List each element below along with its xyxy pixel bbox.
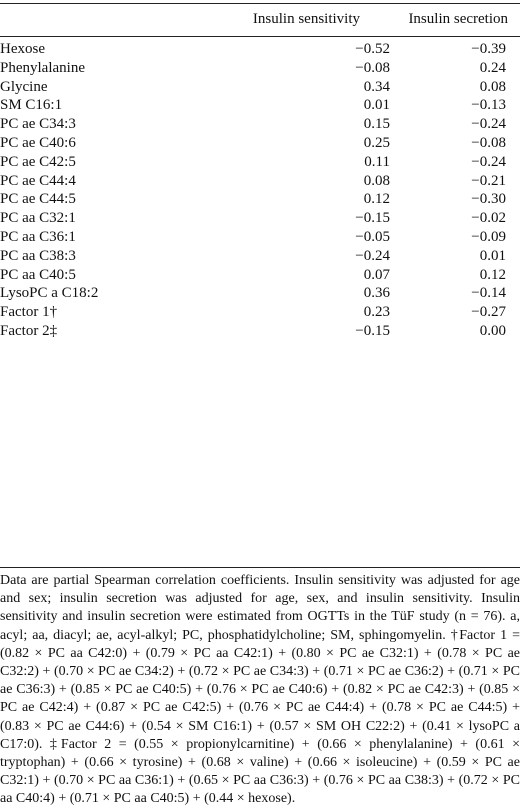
row-label: Glycine	[0, 78, 48, 95]
row-label: Hexose	[0, 41, 45, 57]
row-label: PC ae C44:4	[0, 172, 76, 189]
secretion-value: −0.21	[471, 172, 506, 189]
secretion-value: 0.00	[479, 322, 506, 339]
row-label: PC aa C38:3	[0, 247, 76, 264]
table-row	[0, 78, 520, 97]
secretion-value: −0.08	[471, 134, 506, 151]
secretion-value: −0.24	[471, 153, 506, 170]
row-label: PC ae C42:5	[0, 153, 76, 170]
sensitivity-value: 0.12	[363, 191, 390, 208]
table-row	[0, 303, 520, 322]
table-body	[0, 40, 520, 341]
table-row	[0, 40, 520, 59]
table-row	[0, 209, 520, 228]
footnote-text: Data are partial Spearman correlation coefficients. Insulin sensitivity was adjusted for age and sex; insulin secretion was adjusted for age, sex, and insulin sensitivity. Insulin sensitivity and insulin secretion were estimated from OGTTs in the TüF study (n = 76). a, acyl; aa, diacyl; ae, acyl-alkyl; PC, phosphatidylcholine; SM, sphingomyelin. †Factor 1 = (0.82 × PC aa C42:0) + (0.79 × PC aa C42:1) + (0.80 × PC ae C32:1) + (0.78 × PC ae C32:2) + (0.70 × PC ae C34:2) + (0.72 × PC ae C34:3) + (0.71 × PC ae C36:2) + (0.71 × PC ae C36:3) + (0.85 × PC ae C40:5) + (0.76 × PC ae C40:6) + (0.82 × PC ae C42:3) + (0.85 × PC ae C42:4) + (0.87 × PC ae C42:5) + (0.76 × PC ae C44:4) + (0.78 × PC ae C44:5) + (0.83 × PC ae C44:6) + (0.54 × SM C16:1) + (0.57 × SM OH C22:2) + (0.41 × lysoPC a C17:0). ‡Factor 2 = (0.55 × propionylcarnitine) + (0.66 × phenylalanine) + (0.61 × tryptophan) + (0.66 × tyrosine) + (0.68 × valine) + (0.66 × isoleucine) + (0.59 × PC ae C32:1) + (0.70 × PC aa C36:1) + (0.65 × PC aa C36:3) + (0.76 × PC aa C38:3) + (0.72 × PC aa C40:4) + (0.71 × PC aa C40:5) + (0.44 × hexose).	[0, 573, 520, 807]
row-label: Phenylalanine	[0, 59, 85, 76]
header-insulin-secretion: Insulin secretion	[408, 11, 508, 27]
sensitivity-value: −0.15	[355, 322, 390, 339]
row-label: Factor 1†	[0, 304, 58, 321]
table-row	[0, 153, 520, 172]
secretion-value: 0.24	[479, 59, 506, 76]
table-footnote	[0, 572, 520, 809]
secretion-value: −0.13	[471, 97, 506, 114]
sensitivity-value: 0.11	[364, 153, 390, 170]
row-label: PC aa C32:1	[0, 210, 76, 227]
bottom-rule	[0, 567, 520, 568]
row-label: PC ae C44:5	[0, 191, 76, 208]
sensitivity-value: −0.15	[355, 210, 390, 227]
row-label: PC ae C40:6	[0, 134, 76, 151]
secretion-value: −0.27	[471, 304, 506, 321]
table-row	[0, 266, 520, 285]
table-row	[0, 284, 520, 303]
sensitivity-value: −0.08	[355, 59, 390, 76]
secretion-value: −0.24	[471, 116, 506, 133]
table-row	[0, 322, 520, 341]
sensitivity-value: 0.01	[363, 97, 390, 114]
top-rule	[0, 3, 520, 4]
sensitivity-value: 0.36	[363, 285, 390, 302]
row-label: PC ae C34:3	[0, 116, 76, 133]
secretion-value: −0.30	[471, 191, 506, 208]
table-row	[0, 228, 520, 247]
correlation-table	[0, 40, 520, 341]
row-label: PC aa C40:5	[0, 266, 76, 283]
sensitivity-value: −0.52	[355, 41, 390, 57]
header-rule	[0, 36, 520, 37]
table-row	[0, 134, 520, 153]
secretion-value: −0.02	[471, 210, 506, 227]
row-label: PC aa C36:1	[0, 228, 76, 245]
sensitivity-value: 0.15	[363, 116, 390, 133]
sensitivity-value: 0.25	[363, 134, 390, 151]
sensitivity-value: 0.34	[363, 78, 390, 95]
table-row	[0, 247, 520, 266]
sensitivity-value: 0.08	[363, 172, 390, 189]
sensitivity-value: 0.23	[363, 304, 390, 321]
sensitivity-value: −0.24	[355, 247, 390, 264]
secretion-value: −0.09	[471, 228, 506, 245]
secretion-value: 0.08	[479, 78, 506, 95]
secretion-value: −0.39	[471, 41, 506, 57]
secretion-value: −0.14	[471, 285, 506, 302]
table-row	[0, 190, 520, 209]
header-insulin-sensitivity: Insulin sensitivity	[252, 11, 360, 27]
row-label: Factor 2‡	[0, 322, 58, 339]
secretion-value: 0.12	[479, 266, 506, 283]
table-row	[0, 115, 520, 134]
secretion-value: 0.01	[479, 247, 506, 264]
sensitivity-value: −0.05	[355, 228, 390, 245]
table-row	[0, 59, 520, 78]
table-row	[0, 96, 520, 115]
table-row	[0, 172, 520, 191]
sensitivity-value: 0.07	[363, 266, 390, 283]
row-label: SM C16:1	[0, 97, 63, 114]
row-label: LysoPC a C18:2	[0, 285, 99, 302]
